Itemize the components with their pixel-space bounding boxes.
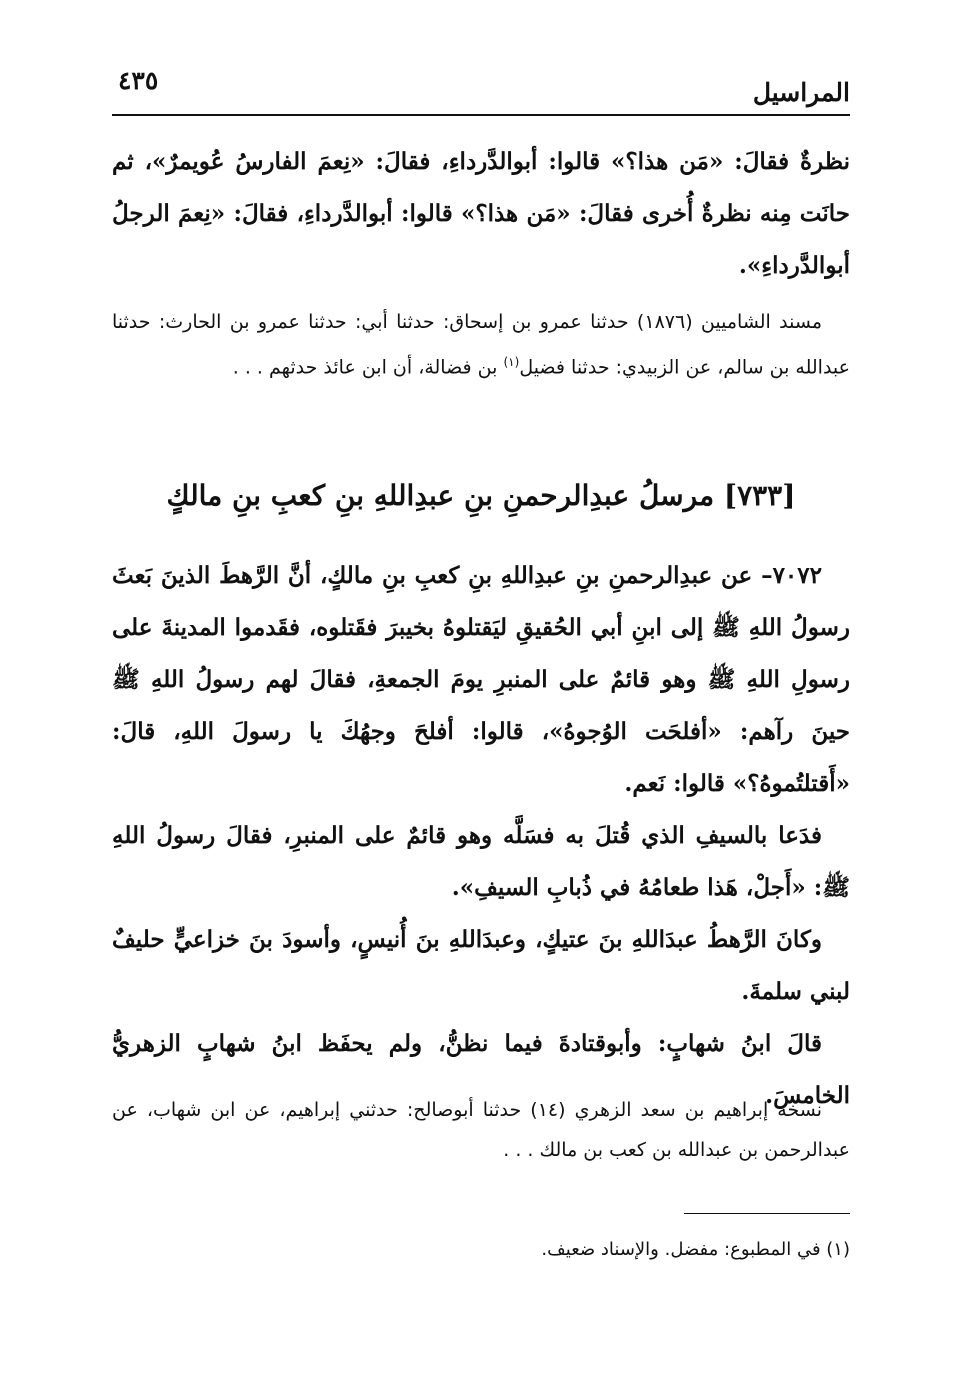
isnad-nuskha-ibrahim: نسخة إبراهيم بن سعد الزهري (١٤) حدثنا أبوصالح: حدثني إبراهيم، عن ابن شهاب، عن عبدالرحمن بن عبدالله بن كعب بن مالك . . . [112,1099,850,1161]
continued-hadith-text: نظرةٌ فقالَ: «مَن هذا؟» قالوا: أبوالدَّرداءِ، فقالَ: «نِعمَ الفارسُ عُويمرٌ»، ثم حانَت مِنه نظرةٌ أُخرى فقالَ: «مَن هذا؟» قالوا: أبوالدَّرداءِ، فقالَ: «نِعمَ الرجلُ أبوالدَّرداءِ». [112,148,850,279]
hadith-paragraph-3: وكانَ الرَّهطُ عبدَاللهِ بنَ عتيكٍ، وعبدَاللهِ بنَ أُنيسٍ، وأسودَ بنَ خزاعيٍّ حليفٌ لبني سلمةَ. [112,926,850,1005]
hadith-paragraph-1: ٧٠٧٢– عن عبدِالرحمنِ بنِ عبدِاللهِ بنِ كعبِ بنِ مالكٍ، أنَّ الرَّهطَ الذينَ بَعثَ رسولُ اللهِ ﷺ إلى ابنِ أبي الحُقيقِ ليَقتلوهُ بخيبرَ فقَتلوه، فقَدموا المدينةَ على رسولِ اللهِ ﷺ وهو قائمٌ على المنبرِ يومَ الجمعةِ، فقالَ لهم رسولُ اللهِ ﷺ حينَ رآهم: «أفلحَت الوُجوهُ»، قالوا: أفلحَ وجهُكَ يا رسولَ اللهِ، قالَ: «أَقتلتُموهُ؟» قالوا: نَعم. [112,562,850,797]
header-divider [112,114,850,116]
hadith-paragraph-2: فدَعا بالسيفِ الذي قُتلَ به فسَلَّه وهو قائمٌ على المنبرِ، فقالَ رسولُ اللهِ ﷺ: «أَجلْ، هَذا طعامُهُ في ذُبابِ السيفِ». [112,822,850,901]
page-number: ٤٣٥ [118,66,159,95]
hadith-paragraph-4: قالَ ابنُ شهابٍ: وأبوقتادةَ فيما نظنُّ، ولم يحفَظ ابنُ شهابٍ الزهريُّ الخامسَ. [112,1030,850,1109]
isnad-musnad-shamiyyin [112,302,850,387]
page-header [112,64,850,116]
footnote-divider [684,1213,850,1214]
footnote-1: (١) في المطبوع: مفضل. والإسناد ضعيف. [541,1239,850,1260]
footnote-reference[interactable]: (١) [503,355,520,369]
isnad-text-before: مسند الشاميين (١٨٧٦) حدثنا عمرو بن إسحاق: حدثنا أبي: حدثنا عمرو بن الحارث: حدثنا عبدالله بن سالم، عن الزبيدي: حدثنا فضيل [112,311,850,379]
running-title: المراسيل [752,78,850,107]
chapter-heading: [٧٣٣] مرسلُ عبدِالرحمنِ بنِ عبدِاللهِ بنِ كعبِ بنِ مالكٍ [166,479,796,512]
isnad-text-after: بن فضالة، أن ابن عائذ حدثهم . . . [232,356,504,379]
